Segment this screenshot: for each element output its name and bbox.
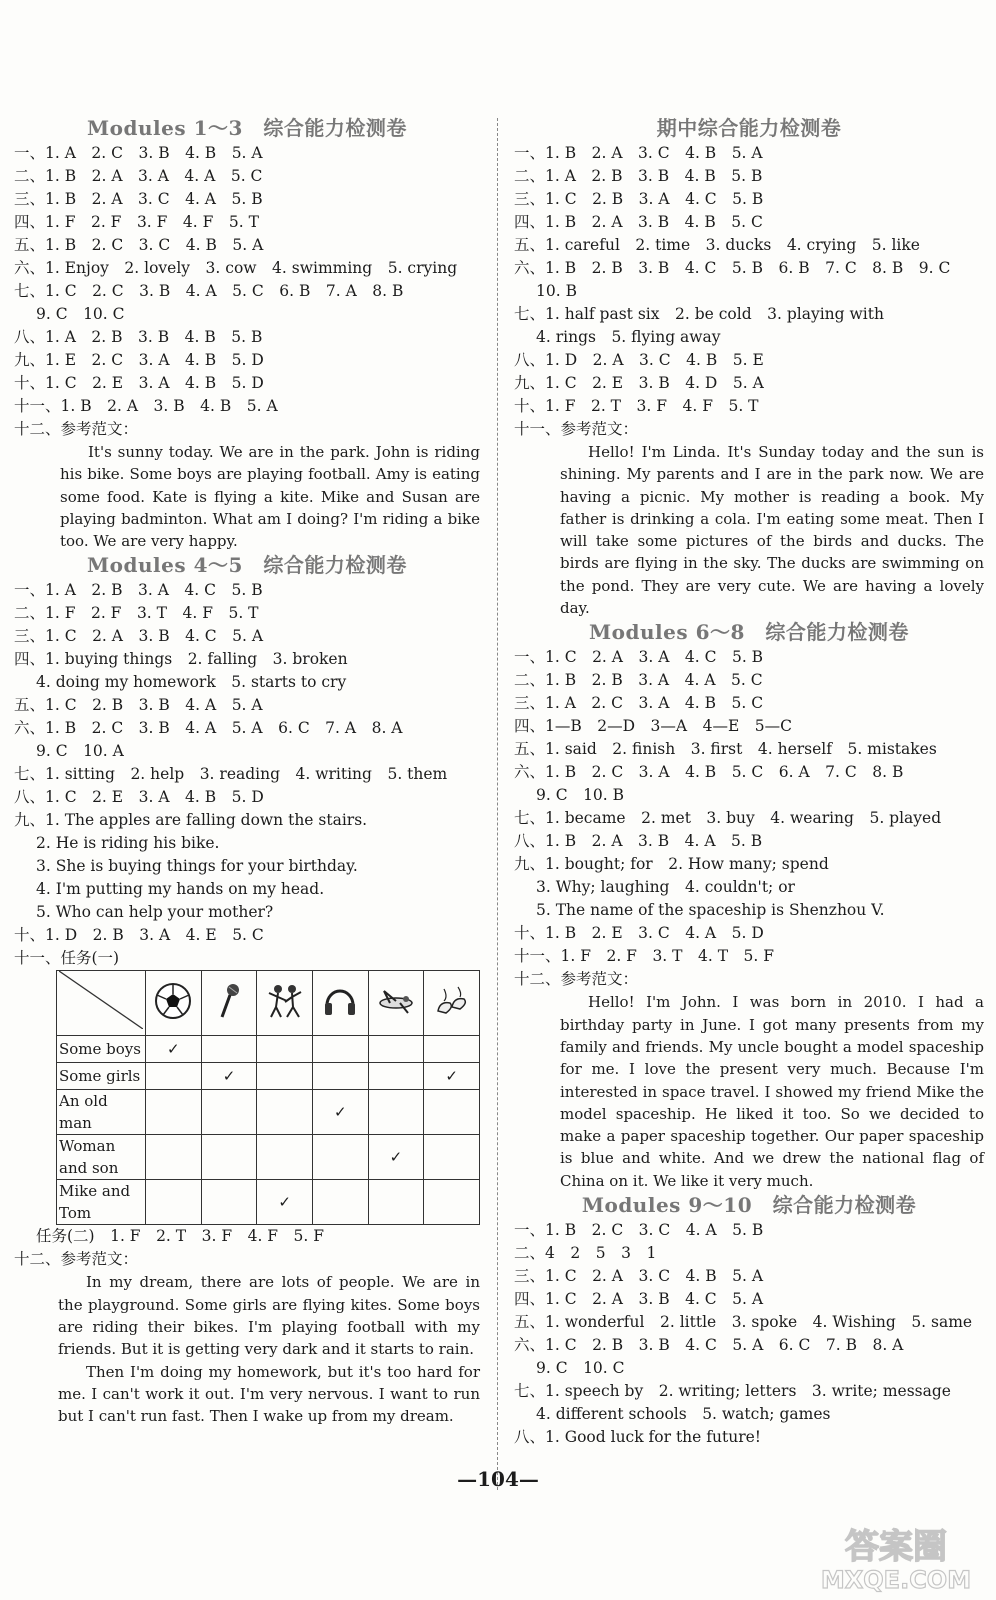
table-cell	[257, 1090, 313, 1135]
answer-line: 九、1. bought; for 2. How many; spend	[514, 855, 829, 874]
answer-line: 十一、1. F 2. F 3. T 4. T 5. F	[514, 947, 775, 966]
football-icon	[146, 971, 202, 1036]
table-header-row	[57, 971, 480, 1036]
answer-line: 一、1. C 2. A 3. A 4. C 5. B	[514, 648, 764, 667]
answer-line: 九、1. The apples are falling down the stairs.	[14, 811, 368, 830]
section-title-modules-9-10: Modules 9～10 综合能力检测卷	[581, 1193, 917, 1218]
essay-heading: 十二、参考范文：	[14, 1250, 139, 1269]
answer-line: 十一、1. B 2. A 3. B 4. B 5. A	[14, 397, 278, 415]
svg-text:答案圈: 答案圈	[845, 1527, 947, 1567]
check-mark: ✓	[146, 1036, 202, 1063]
microphone-icon	[201, 971, 257, 1036]
answer-line: 七、1. sitting 2. help 3. reading 4. writing 5. them	[14, 765, 448, 784]
answer-line: 八、1. D 2. A 3. C 4. B 5. E	[514, 351, 764, 369]
table-cell	[257, 1063, 313, 1090]
answer-line: 一、1. A 2. C 3. B 4. B 5. A	[14, 144, 263, 162]
check-mark: ✓	[257, 1180, 313, 1225]
table-cell	[201, 1036, 257, 1063]
answer-line: 10. B	[536, 282, 577, 300]
table-row	[57, 1180, 480, 1225]
answer-line: 六、1. Enjoy 2. lovely 3. cow 4. swimming 5. crying	[14, 259, 458, 277]
answer-line: 四、1—B 2—D 3—A 4—E 5—C	[514, 717, 792, 736]
answer-line: 三、1. A 2. C 3. A 4. B 5. C	[514, 694, 764, 713]
answer-line: 十、1. C 2. E 3. A 4. B 5. D	[14, 374, 264, 392]
answer-line: 九、1. E 2. C 3. A 4. B 5. D	[14, 351, 264, 369]
check-mark: ✓	[368, 1135, 424, 1180]
row-label: Woman and son	[57, 1135, 146, 1180]
table-row	[57, 1135, 480, 1180]
check-mark: ✓	[424, 1063, 480, 1090]
answer-line: 五、1. careful 2. time 3. ducks 4. crying 5. like	[514, 236, 920, 254]
answer-line: 3. Why; laughing 4. couldn't; or	[536, 878, 795, 897]
answer-line: 四、1. C 2. A 3. B 4. C 5. A	[514, 1290, 764, 1309]
sample-essay: It's sunny today. We are in the park. John is riding his bike. Some boys are playing football. Amy is eating some food. Kate is flying a kite. Mike and Susan are playing badminton. What am I doing? I'm riding a bike too. We are very happy.	[60, 443, 480, 551]
answer-line: 二、1. A 2. B 3. B 4. B 5. B	[514, 167, 763, 185]
answer-line: 5. The name of the spaceship is Shenzhou V.	[536, 901, 885, 920]
table-cell	[201, 1135, 257, 1180]
table-cell	[424, 1180, 480, 1225]
answer-line: 九、1. C 2. E 3. B 4. D 5. A	[514, 374, 764, 392]
essay-heading: 十一、参考范文：	[514, 420, 639, 438]
answer-line: 9. C 10. C	[36, 305, 125, 323]
answer-line: 六、1. B 2. B 3. B 4. C 5. B 6. B 7. C 8. B 9. C	[514, 259, 951, 277]
answer-line: 五、1. wonderful 2. little 3. spoke 4. Wishing 5. same	[514, 1313, 973, 1332]
answer-line: 二、1. B 2. B 3. A 4. A 5. C	[514, 671, 763, 690]
answer-line: 三、1. B 2. A 3. C 4. A 5. B	[14, 190, 263, 208]
table-cell	[424, 1036, 480, 1063]
answer-line: 9. C 10. A	[36, 742, 124, 761]
section-title-modules-1-3: Modules 1～3 综合能力检测卷	[87, 116, 407, 140]
answer-line: 五、1. said 2. finish 3. first 4. herself 5. mistakes	[514, 740, 937, 759]
table-row	[57, 1036, 480, 1063]
toy-airplane-icon	[368, 971, 424, 1036]
ballet-shoes-icon	[424, 971, 480, 1036]
check-mark: ✓	[201, 1063, 257, 1090]
essay-heading: 十二、参考范文：	[514, 970, 639, 989]
answer-line: 八、1. C 2. E 3. A 4. B 5. D	[14, 788, 264, 807]
answer-line: 七、1. became 2. met 3. buy 4. wearing 5. played	[514, 809, 942, 828]
left-column	[14, 115, 480, 1428]
table-cell	[368, 1063, 424, 1090]
answer-line: 六、1. B 2. C 3. B 4. A 5. A 6. C 7. A 8. A	[14, 719, 403, 738]
page-number: —104—	[457, 1467, 539, 1491]
answer-line: 四、1. B 2. A 3. B 4. B 5. C	[514, 213, 763, 231]
answer-line: 9. C 10. B	[536, 786, 625, 805]
answer-line: 七、1. half past six 2. be cold 3. playing with	[514, 305, 884, 323]
answer-line: 六、1. C 2. B 3. B 4. C 5. A 6. C 7. B 8. A	[514, 1336, 904, 1355]
svg-text:MXQE.COM: MXQE.COM	[820, 1566, 972, 1594]
answer-line: 5. Who can help your mother?	[36, 903, 274, 922]
table-cell	[146, 1135, 202, 1180]
answer-line: 任务(二) 1. F 2. T 3. F 4. F 5. F	[36, 1227, 325, 1246]
table-cell	[146, 1180, 202, 1225]
table-cell	[257, 1135, 313, 1180]
table-cell	[201, 1180, 257, 1225]
table-cell	[312, 1036, 368, 1063]
sample-essay: Hello! I'm John. I was born in 2010. I had a birthday party in June. I got many presents from my family and friends. My uncle bought a model spaceship for me. I love the present very much. Because I'm interested in space travel. I showed my friend Mike the model spaceship. He liked it too. So we decided to make a paper spaceship together. Our paper spaceship is blue and white. And we drew the national flag of China on it. We like it very much.	[560, 993, 984, 1190]
sample-essay	[14, 1271, 480, 1427]
answer-line: 4. different schools 5. watch; games	[536, 1405, 831, 1424]
answer-line: 9. C 10. C	[536, 1359, 625, 1378]
answer-line: 4. I'm putting my hands on my head.	[36, 880, 325, 899]
table-cell	[312, 1063, 368, 1090]
answer-line: 五、1. B 2. C 3. C 4. B 5. A	[14, 236, 264, 254]
answer-line: 三、1. C 2. A 3. C 4. B 5. A	[514, 1267, 764, 1286]
answer-line: 七、1. speech by 2. writing; letters 3. write; message	[514, 1382, 951, 1401]
table-row	[57, 1063, 480, 1090]
table-cell	[368, 1090, 424, 1135]
answer-line: 六、1. B 2. C 3. A 4. B 5. C 6. A 7. C 8. B	[514, 763, 904, 782]
row-label: Mike and Tom	[57, 1180, 146, 1225]
row-label: Some girls	[57, 1063, 146, 1090]
answer-line: 七、1. C 2. C 3. B 4. A 5. C 6. B 7. A 8. B	[14, 282, 404, 300]
table-cell	[424, 1135, 480, 1180]
watermark-logo	[806, 1516, 986, 1594]
headphones-icon	[312, 971, 368, 1036]
diagonal-line	[59, 971, 143, 1029]
answer-line: 四、1. F 2. F 3. F 4. F 5. T	[14, 213, 259, 231]
answer-line: 4. rings 5. flying away	[536, 328, 721, 346]
dancing-figures-icon	[257, 971, 313, 1036]
section-title-modules-6-8: Modules 6～8 综合能力检测卷	[589, 620, 909, 645]
table-cell	[368, 1036, 424, 1063]
sample-essay: Hello! I'm Linda. It's Sunday today and the sun is shining. My parents and I are in the park now. We are having a picnic. My mother is reading a book. My father is drinking a cola. I'm eating some meat. Then I will take some pictures of the birds and ducks. The birds are flying in the sky. The ducks are swimming on the pond. They are very cute. We are having a lovely day.	[560, 443, 984, 618]
row-label: An old man	[57, 1090, 146, 1135]
table-cell	[146, 1090, 202, 1135]
section-title-midterm: 期中综合能力检测卷	[656, 116, 842, 140]
answer-line: 4. doing my homework 5. starts to cry	[36, 673, 347, 692]
answer-line: 3. She is buying things for your birthday.	[36, 857, 358, 876]
answer-line: 二、1. B 2. A 3. A 4. A 5. C	[14, 167, 263, 185]
answer-line: 八、1. A 2. B 3. B 4. B 5. B	[14, 328, 263, 346]
table-corner-cell	[57, 971, 146, 1036]
answer-line: 一、1. B 2. C 3. C 4. A 5. B	[514, 1221, 764, 1240]
check-mark: ✓	[312, 1090, 368, 1135]
answer-line: 2. He is riding his bike.	[36, 834, 220, 853]
answer-line: 十、1. D 2. B 3. A 4. E 5. C	[14, 926, 264, 945]
answer-line: 三、1. C 2. A 3. B 4. C 5. A	[14, 627, 264, 646]
answer-line: 五、1. C 2. B 3. B 4. A 5. A	[14, 696, 263, 715]
answer-line: 一、1. A 2. B 3. A 4. C 5. B	[14, 581, 263, 600]
right-column	[514, 115, 984, 1449]
answer-line: 一、1. B 2. A 3. C 4. B 5. A	[514, 144, 763, 162]
table-cell	[201, 1090, 257, 1135]
table-row	[57, 1090, 480, 1135]
table-cell	[368, 1180, 424, 1225]
answer-line: 二、1. F 2. F 3. T 4. F 5. T	[14, 604, 259, 623]
answer-line: 十、1. F 2. T 3. F 4. F 5. T	[514, 397, 759, 415]
table-cell	[424, 1090, 480, 1135]
table-cell	[146, 1063, 202, 1090]
table-cell	[312, 1180, 368, 1225]
answer-line: 八、1. Good luck for the future!	[514, 1428, 762, 1447]
answer-line: 十、1. B 2. E 3. C 4. A 5. D	[514, 924, 764, 943]
row-label: Some boys	[57, 1036, 146, 1063]
table-cell	[312, 1135, 368, 1180]
answer-line: 二、4 2 5 3 1	[514, 1244, 657, 1263]
essay-paragraph: In my dream, there are lots of people. We are in the playground. Some girls are flying kites. Some boys are riding their bikes. I'm playing football with my friends. But it is getting very dark and it starts to rain.	[58, 1273, 480, 1359]
answer-line: 四、1. buying things 2. falling 3. broken	[14, 650, 348, 669]
section-title-modules-4-5: Modules 4～5 综合能力检测卷	[87, 553, 407, 578]
task-table	[56, 970, 480, 1225]
answer-line: 三、1. C 2. B 3. A 4. C 5. B	[514, 190, 764, 208]
essay-heading: 十二、参考范文：	[14, 420, 139, 438]
answer-line: 八、1. B 2. A 3. B 4. A 5. B	[514, 832, 763, 851]
table-cell	[257, 1036, 313, 1063]
essay-paragraph: Then I'm doing my homework, but it's too hard for me. I can't work it out. I'm very nervous. I want to run but I can't run fast. Then I wake up from my dream.	[58, 1362, 480, 1426]
task-heading: 十一、任务(一)	[14, 949, 120, 968]
column-divider	[497, 118, 498, 1490]
